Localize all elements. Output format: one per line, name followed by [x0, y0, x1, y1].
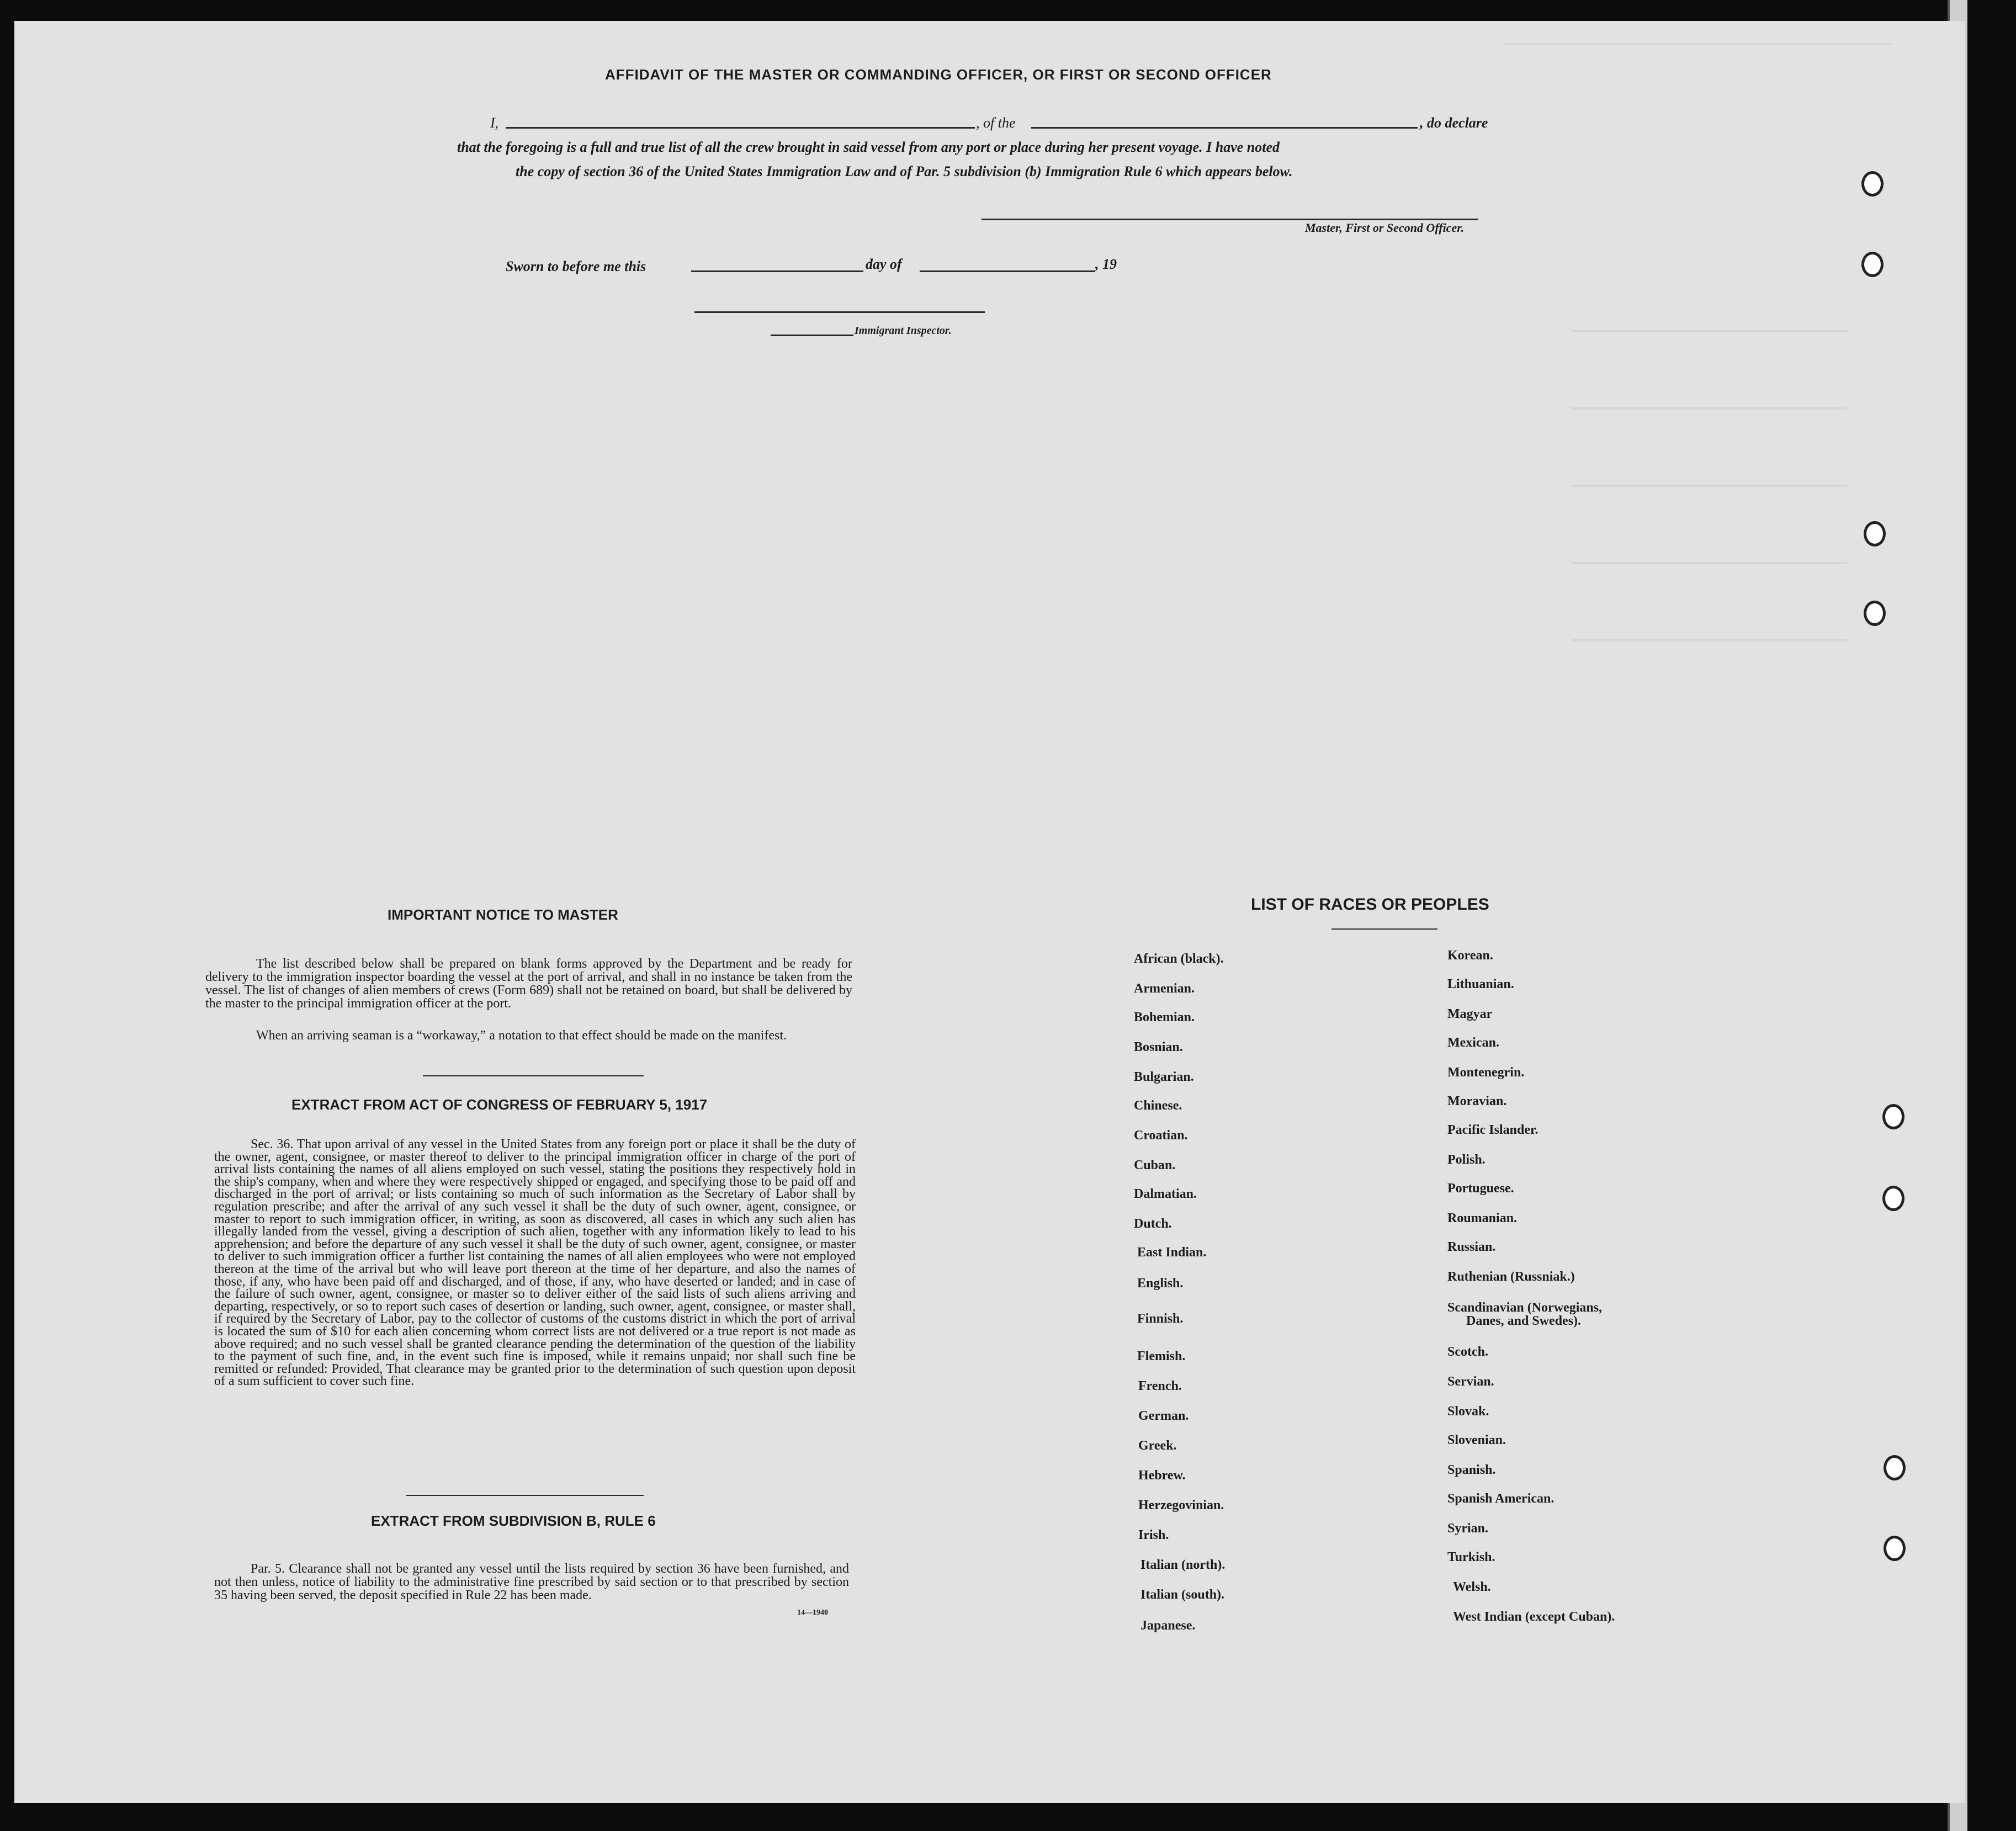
notice-paragraph-1: The list described below shall be prepared on blank forms approved by the Department and be ready for delivery to the immigration inspector boarding the vessel at the port of arrival, and shall in no instance be taken from the vessel. The list of changes of alien members of crews (Form 689) shall not be retained on board, but shall be delivered by the master to the principal immigration officer at the port.: [205, 957, 852, 1011]
binder-hole-icon: [1884, 1536, 1906, 1561]
race-slovak: Slovak.: [1447, 1404, 1489, 1419]
race-east-indian: East Indian.: [1137, 1245, 1207, 1260]
inspector-signature-line[interactable]: [694, 311, 985, 313]
race-magyar: Magyar: [1447, 1007, 1493, 1021]
sworn-label: Sworn to before me this: [506, 258, 646, 274]
rule-extract-text: Par. 5. Clearance shall not be granted any vessel until the lists required by section 36 have been furnished, and not then unless, notice of liability to the administrative fine prescribed by said section or to that prescribed by section 35 having been served, the deposit specified in Rule 22 has been made.: [214, 1562, 849, 1602]
race-bulgarian: Bulgarian.: [1134, 1070, 1194, 1084]
race-roumanian: Roumanian.: [1447, 1211, 1518, 1225]
race-korean: Korean.: [1447, 948, 1493, 963]
race-italian-north: Italian (north).: [1140, 1558, 1225, 1572]
race-german: German.: [1138, 1409, 1189, 1423]
race-spanish-american: Spanish American.: [1447, 1492, 1555, 1506]
day-of-label: day of: [866, 256, 902, 272]
race-irish: Irish.: [1138, 1528, 1169, 1542]
race-italian-south: Italian (south).: [1140, 1588, 1225, 1602]
notice-paragraph-2: When an arriving seaman is a “workaway,” a notation to that effect should be made on the manifest.: [256, 1028, 787, 1043]
act-extract-title: EXTRACT FROM ACT OF CONGRESS OF FEBRUARY 5, 1917: [291, 1096, 708, 1113]
race-montenegrin: Montenegrin.: [1447, 1065, 1525, 1080]
races-title: LIST OF RACES OR PEOPLES: [1251, 895, 1489, 914]
race-armenian: Armenian.: [1134, 981, 1195, 996]
name-line[interactable]: [506, 127, 975, 129]
race-russian: Russian.: [1447, 1240, 1496, 1254]
race-english: English.: [1137, 1276, 1184, 1291]
race-herzegovinian: Herzegovinian.: [1138, 1498, 1224, 1512]
race-scandinavian: Scandinavian (Norwegians,: [1447, 1301, 1603, 1315]
race-mexican: Mexican.: [1447, 1036, 1499, 1050]
race-dutch: Dutch.: [1134, 1217, 1172, 1231]
affidavit-line1: that the foregoing is a full and true list of all the crew brought in said vessel from any port or place during her present voyage. I have noted: [457, 139, 1280, 155]
binder-hole-icon: [1882, 1104, 1904, 1129]
binder-hole-icon: [1861, 171, 1884, 197]
of-the-label: , of the: [976, 115, 1016, 131]
binder-hole-icon: [1861, 252, 1884, 277]
races-title-rule: [1331, 928, 1437, 930]
race-servian: Servian.: [1447, 1374, 1494, 1389]
vessel-line[interactable]: [1031, 127, 1418, 129]
race-scotch: Scotch.: [1447, 1345, 1488, 1359]
binder-hole-icon: [1882, 1186, 1904, 1211]
divider-1: [423, 1075, 644, 1076]
race-chinese: Chinese.: [1134, 1098, 1182, 1113]
affidavit-title: AFFIDAVIT OF THE MASTER OR COMMANDING OFFICER, OR FIRST OR SECOND OFFICER: [605, 66, 1272, 83]
race-croatian: Croatian.: [1134, 1128, 1188, 1143]
binder-hole-icon: [1864, 521, 1886, 546]
race-moravian: Moravian.: [1447, 1094, 1507, 1108]
race-african: African (black).: [1134, 952, 1224, 966]
race-ruthenian: Ruthenian (Russniak.): [1447, 1270, 1575, 1284]
race-polish: Polish.: [1447, 1153, 1486, 1167]
race-flemish: Flemish.: [1137, 1349, 1186, 1363]
affidavit-line2: the copy of section 36 of the United States Immigration Law and of Par. 5 subdivision (b) Immigration Rule 6 which appears below.: [516, 163, 1293, 179]
race-finnish: Finnish.: [1137, 1312, 1184, 1326]
race-welsh: Welsh.: [1453, 1580, 1491, 1594]
race-portuguese: Portuguese.: [1447, 1181, 1514, 1196]
form-number: 14—1940: [797, 1609, 828, 1617]
race-bosnian: Bosnian.: [1134, 1040, 1183, 1054]
act-extract-text: Sec. 36. That upon arrival of any vessel in the United States from any foreign port or place it shall be the duty of the owner, agent, consignee, or master thereof to deliver to the principal immigration officer in charge of the port of arrival lists containing the names of all aliens employed on such vessel, stating the positions they respectively hold in the ship's company, when and where they were respectively shipped or engaged, and specifying those to be paid off and discharged in the port of arrival; or lists containing so much of such information as the Secretary of Labor shall by regulation prescribe; and after the arrival of any such vessel it shall be the duty of such owner, agent, consignee, or master to report to such immigration officer, in writing, as soon as discovered, all cases in which any such alien has illegally landed from the vessel, giving a description of such alien, together with any information likely to lead to his apprehension; and before the departure of any such vessel it shall be the duty of such owner, agent, consignee, or master to deliver to such immigration officer a further list containing the names of all alien employees who were not employed thereon at the time of the arrival but who will leave port thereon at the time of her departure, and also the names of those, if any, who have been paid off and discharged, and of those, if any, who have deserted or landed; and in case of the failure of such owner, agent, consignee, or master so to deliver either of the said lists of such aliens arriving and departing, respectively, or so to report such cases of desertion or landing, such owner, agent, consignee, or master shall, if required by the Secretary of Labor, pay to the collector of customs of the customs district in which the port of arrival is located the sum of $10 for each alien concerning whom correct lists are not delivered or a true report is not made as above required; and no such vessel shall be granted clearance pending the determination of the question of the liability to the payment of such fine, and, in the event such fine is imposed, while it remains unpaid; nor shall such fine be remitted or refunded: Provided, That clearance may be granted prior to the determination of such question upon deposit of a sum sufficient to cover such fine.: [214, 1137, 856, 1389]
race-west-indian: West Indian (except Cuban).: [1453, 1610, 1615, 1624]
do-declare-label: , do declare: [1420, 115, 1488, 131]
affidavit-i-label: I,: [490, 115, 499, 131]
race-scandinavian-cont: Danes, and Swedes).: [1466, 1314, 1582, 1328]
race-hebrew: Hebrew.: [1138, 1468, 1186, 1483]
binder-hole-icon: [1884, 1455, 1906, 1480]
race-slovenian: Slovenian.: [1447, 1433, 1506, 1447]
race-japanese: Japanese.: [1140, 1618, 1196, 1633]
rule-extract-title: EXTRACT FROM SUBDIVISION B, RULE 6: [371, 1512, 656, 1529]
race-pacific-islander: Pacific Islander.: [1447, 1123, 1538, 1137]
master-signature-label: Master, First or Second Officer.: [1305, 221, 1465, 235]
document-page: [14, 21, 1965, 1803]
race-bohemian: Bohemian.: [1134, 1010, 1195, 1025]
sworn-month-line[interactable]: [920, 270, 1095, 272]
race-greek: Greek.: [1138, 1439, 1177, 1453]
master-signature-line[interactable]: [982, 219, 1478, 220]
race-turkish: Turkish.: [1447, 1550, 1495, 1564]
sworn-day-line[interactable]: [691, 270, 863, 272]
race-syrian: Syrian.: [1447, 1521, 1489, 1536]
notice-title: IMPORTANT NOTICE TO MASTER: [388, 906, 618, 923]
inspector-label: Immigrant Inspector.: [855, 325, 952, 337]
race-cuban: Cuban.: [1134, 1158, 1176, 1172]
race-lithuanian: Lithuanian.: [1447, 977, 1514, 991]
race-dalmatian: Dalmatian.: [1134, 1187, 1197, 1201]
inspector-short-line: [771, 335, 853, 336]
race-french: French.: [1138, 1379, 1182, 1393]
divider-2: [406, 1495, 644, 1496]
race-spanish: Spanish.: [1447, 1463, 1496, 1477]
year-label: , 19: [1095, 256, 1117, 272]
binder-hole-icon: [1864, 601, 1886, 626]
